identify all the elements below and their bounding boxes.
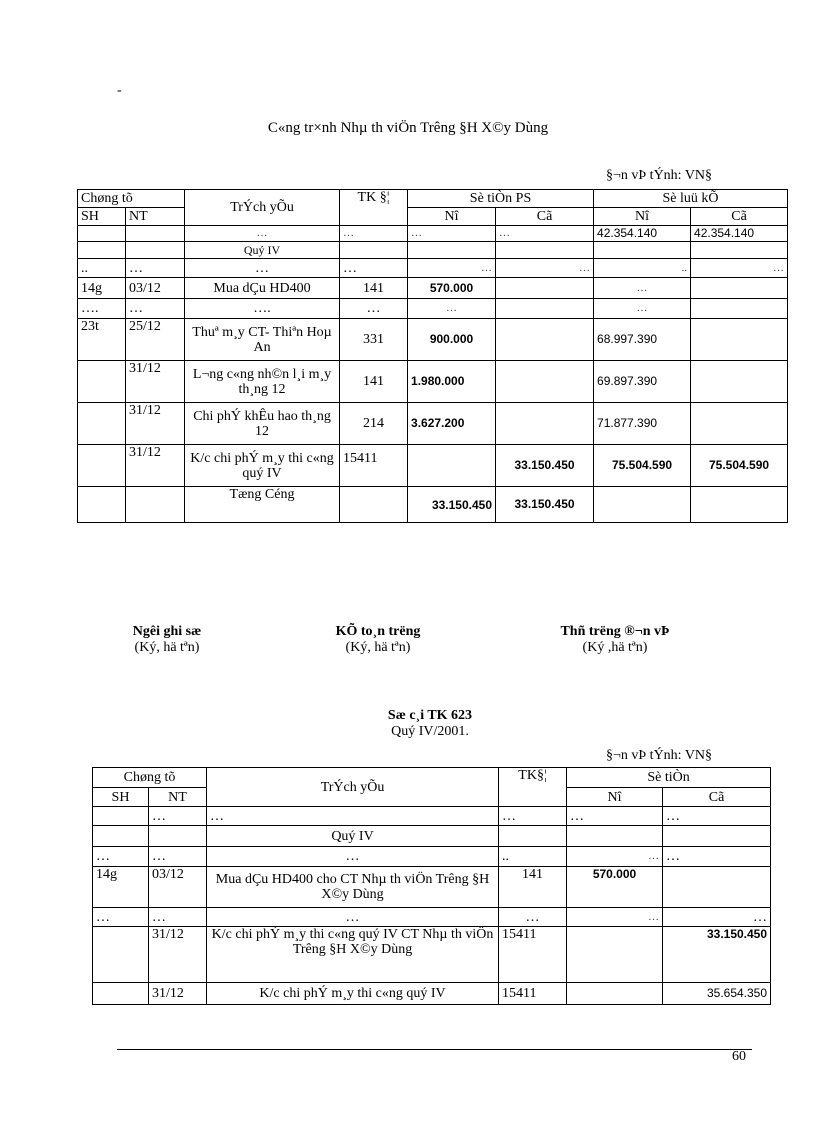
- table-row: [78, 278, 788, 299]
- cell-trich-yeu: Quý IV: [185, 242, 340, 259]
- cell-co: …: [496, 226, 594, 242]
- cell-trich-yeu: …: [207, 847, 499, 867]
- cell-sh: [93, 983, 149, 1005]
- header-so-tien-ps: Sè tiÒn PS: [408, 190, 594, 208]
- cell-nt: 25/12: [126, 319, 185, 361]
- cell-tk: …: [340, 259, 408, 278]
- signature-note: (Ký, hä tªn): [134, 640, 200, 655]
- cell-no: 3.627.200: [408, 403, 496, 445]
- cell-sh: [78, 445, 126, 487]
- cell-trich-yeu: ….: [185, 299, 340, 319]
- cell-no: 900.000: [408, 319, 496, 361]
- table-row: [78, 361, 788, 403]
- cell-no: [567, 983, 663, 1005]
- cell-nt: 31/12: [149, 927, 207, 983]
- cell-total-no: 33.150.450: [408, 487, 496, 523]
- cell-co: [496, 278, 594, 299]
- page-dash: -: [117, 83, 122, 98]
- cell-luy-ke-no: 69.897.390: [594, 361, 691, 403]
- header-no: Nî: [567, 788, 663, 807]
- cell-co: [496, 299, 594, 319]
- cell-tk: [340, 242, 408, 259]
- cell-sh: [78, 242, 126, 259]
- cell-trich-yeu: …: [207, 807, 499, 826]
- cell-trich-yeu: K/c chi phÝ m¸y thi c«ng quý IV: [185, 445, 340, 487]
- cell-luy-ke-no: 42.354.140: [594, 226, 691, 242]
- signature-role: KÕ to¸n trëng: [335, 624, 421, 639]
- cell-co: [496, 242, 594, 259]
- signature-chief-accountant: [308, 624, 448, 656]
- cell-co: [663, 826, 771, 847]
- cell-co: 35.654.350: [663, 983, 771, 1005]
- cell-no: [567, 927, 663, 983]
- header-sh: SH: [78, 208, 126, 226]
- cell-nt: [126, 226, 185, 242]
- cell-no: [408, 242, 496, 259]
- cell-tk: 214: [340, 403, 408, 445]
- table-row: [78, 445, 788, 487]
- header-no: Nî: [408, 208, 496, 226]
- header-chung-tu: Chøng tõ: [78, 190, 185, 208]
- cell-nt: 31/12: [126, 445, 185, 487]
- cell-trich-yeu: …: [185, 226, 340, 242]
- header-so-luy-ke: Sè luü kÕ: [594, 190, 788, 208]
- cell-nt: …: [149, 847, 207, 867]
- header-co: Cã: [663, 788, 771, 807]
- cell-sh: [78, 403, 126, 445]
- cell-co: [496, 319, 594, 361]
- cell-tk: …: [340, 226, 408, 242]
- cell-trich-yeu: Mua dÇu HD400 cho CT Nhµ th viÖn Trêng §H X©y Dùng: [207, 867, 499, 908]
- table-row: [78, 259, 788, 278]
- cell-tk: 141: [340, 361, 408, 403]
- cell-sh: [78, 226, 126, 242]
- cell-no: 1.980.000: [408, 361, 496, 403]
- signature-role: Thñ trëng ®¬n vÞ: [560, 624, 670, 639]
- cell-sh: …: [93, 908, 149, 927]
- table-row: [93, 927, 771, 983]
- table-row: [93, 908, 771, 927]
- header-chung-tu: Chøng tõ: [93, 768, 207, 788]
- header-sh: SH: [93, 788, 149, 807]
- cell-trich-yeu: L¬ng c«ng nh©n l¸i m¸y th¸ng 12: [185, 361, 340, 403]
- cell-luy-ke-co: 42.354.140: [691, 226, 788, 242]
- table-row: [78, 299, 788, 319]
- cell-no: [408, 445, 496, 487]
- cell-nt: [126, 242, 185, 259]
- table-row-total: [78, 487, 788, 523]
- cell-no: …: [567, 847, 663, 867]
- cell-sh: [78, 487, 126, 523]
- cell-sh: [93, 826, 149, 847]
- cell-tk: 15411: [499, 927, 567, 983]
- cell-sh: 23t: [78, 319, 126, 361]
- cell-co: [663, 867, 771, 908]
- cell-trich-yeu: Mua dÇu HD400: [185, 278, 340, 299]
- cell-luy-ke-no: 75.504.590: [594, 445, 691, 487]
- cell-co: …: [663, 908, 771, 927]
- footer-rule: [117, 1049, 752, 1050]
- cell-trich-yeu: …: [185, 259, 340, 278]
- cell-tk: 141: [340, 278, 408, 299]
- header-nt: NT: [149, 788, 207, 807]
- table-row: [78, 403, 788, 445]
- cell-luy-ke-no: 71.877.390: [594, 403, 691, 445]
- cell-luy-ke-no: [594, 242, 691, 259]
- signature-role: Ngêi ghi sæ: [132, 624, 202, 639]
- project-title: C«ng tr×nh Nhµ th viÖn Trêng §H X©y Dùng: [267, 120, 549, 136]
- cell-co: …: [496, 259, 594, 278]
- cell-luy-ke-co: [691, 299, 788, 319]
- cell-trich-yeu: K/c chi phÝ m¸y thi c«ng quý IV: [207, 983, 499, 1005]
- table-row: [78, 226, 788, 242]
- cell-nt: [126, 487, 185, 523]
- header-tk-du: TK §¦: [340, 190, 408, 226]
- cell-tk: 15411: [340, 445, 408, 487]
- cell-nt: 31/12: [149, 983, 207, 1005]
- cell-no: [567, 826, 663, 847]
- cell-sh: [78, 361, 126, 403]
- cell-tk: …: [499, 908, 567, 927]
- cell-co: …: [663, 847, 771, 867]
- cell-tk: …: [340, 299, 408, 319]
- cell-sh: [93, 927, 149, 983]
- cell-sh: 14g: [78, 278, 126, 299]
- cell-no: …: [408, 259, 496, 278]
- cell-luy-ke-no: …: [594, 278, 691, 299]
- ledger-title: Sæ c¸i TK 623: [387, 708, 473, 723]
- cell-tk: 141: [499, 867, 567, 908]
- cell-sh: [93, 807, 149, 826]
- header-trich-yeu: TrÝch yÕu: [185, 190, 340, 226]
- cell-nt: 31/12: [126, 361, 185, 403]
- cell-tk: …: [499, 807, 567, 826]
- cell-co: [496, 403, 594, 445]
- signature-unit-head: [540, 624, 690, 656]
- ledger-table-1: [77, 189, 788, 523]
- cell-no: …: [567, 807, 663, 826]
- cell-nt: [149, 826, 207, 847]
- cell-tk: [499, 826, 567, 847]
- header-so-tien: Sè tiÒn: [567, 768, 771, 788]
- cell-nt: 31/12: [126, 403, 185, 445]
- cell-total-label: Tæng Céng: [185, 487, 340, 523]
- cell-total-co: 33.150.450: [496, 487, 594, 523]
- cell-trich-yeu: Quý IV: [207, 826, 499, 847]
- cell-tk: [340, 487, 408, 523]
- cell-luy-ke-co: [691, 361, 788, 403]
- cell-co: [496, 361, 594, 403]
- cell-nt: …: [126, 259, 185, 278]
- cell-luy-ke-co: 75.504.590: [691, 445, 788, 487]
- cell-nt: …: [149, 807, 207, 826]
- cell-tk: 15411: [499, 983, 567, 1005]
- cell-no: …: [408, 299, 496, 319]
- cell-no: 570.000: [567, 867, 663, 908]
- cell-no: 570.000: [408, 278, 496, 299]
- cell-trich-yeu: …: [207, 908, 499, 927]
- cell-nt: …: [126, 299, 185, 319]
- unit-label-1: §¬n vÞ tÝnh: VN§: [606, 168, 713, 183]
- cell-tk: ..: [499, 847, 567, 867]
- cell-nt: …: [149, 908, 207, 927]
- cell-luy-ke-co: [691, 403, 788, 445]
- cell-luy-ke-no: 68.997.390: [594, 319, 691, 361]
- cell-nt: 03/12: [126, 278, 185, 299]
- signature-note: (Ký ,hä tªn): [582, 640, 648, 655]
- cell-luy-ke-co: [691, 319, 788, 361]
- ledger-title-block: [300, 708, 560, 740]
- cell-no: …: [567, 908, 663, 927]
- cell-luy-ke-co: [691, 278, 788, 299]
- header-trich-yeu: TrÝch yÕu: [207, 768, 499, 807]
- cell-tk: 331: [340, 319, 408, 361]
- header-tk-du: TK§¦: [499, 768, 567, 807]
- signature-note: (Ký, hä tªn): [345, 640, 411, 655]
- header-luy-ke-co: Cã: [691, 208, 788, 226]
- cell-luy-ke-co: [691, 242, 788, 259]
- table-row: [93, 807, 771, 826]
- cell-luy-ke-no: …: [594, 299, 691, 319]
- cell-trich-yeu: K/c chi phÝ m¸y thi c«ng quý IV CT Nhµ th viÖn Trêng §H X©y Dùng: [207, 927, 499, 983]
- table-row: [93, 983, 771, 1005]
- page-number: 60: [732, 1049, 746, 1064]
- header-co: Cã: [496, 208, 594, 226]
- cell-co: …: [663, 807, 771, 826]
- cell-sh: …: [93, 847, 149, 867]
- cell-trich-yeu: Thuª m¸y CT- Thiªn Hoµ An: [185, 319, 340, 361]
- header-luy-ke-no: Nî: [594, 208, 691, 226]
- cell-sh: ….: [78, 299, 126, 319]
- table-row: [93, 867, 771, 908]
- cell-no: …: [408, 226, 496, 242]
- table-row: [78, 242, 788, 259]
- cell-luy-ke-co: [691, 487, 788, 523]
- cell-trich-yeu: Chi phÝ khÊu hao th¸ng 12: [185, 403, 340, 445]
- cell-nt: 03/12: [149, 867, 207, 908]
- cell-sh: 14g: [93, 867, 149, 908]
- cell-co: 33.150.450: [496, 445, 594, 487]
- table-row: [93, 847, 771, 867]
- cell-luy-ke-co: …: [691, 259, 788, 278]
- cell-luy-ke-no: ..: [594, 259, 691, 278]
- unit-label-2: §¬n vÞ tÝnh: VN§: [606, 748, 713, 763]
- table-row: [93, 826, 771, 847]
- ledger-table-2: [92, 767, 771, 1005]
- ledger-period: Quý IV/2001.: [391, 724, 469, 739]
- cell-co: 33.150.450: [663, 927, 771, 983]
- signature-recorder: [112, 624, 222, 656]
- header-nt: NT: [126, 208, 185, 226]
- cell-sh: ..: [78, 259, 126, 278]
- table-row: [78, 319, 788, 361]
- cell-luy-ke-no: [594, 487, 691, 523]
